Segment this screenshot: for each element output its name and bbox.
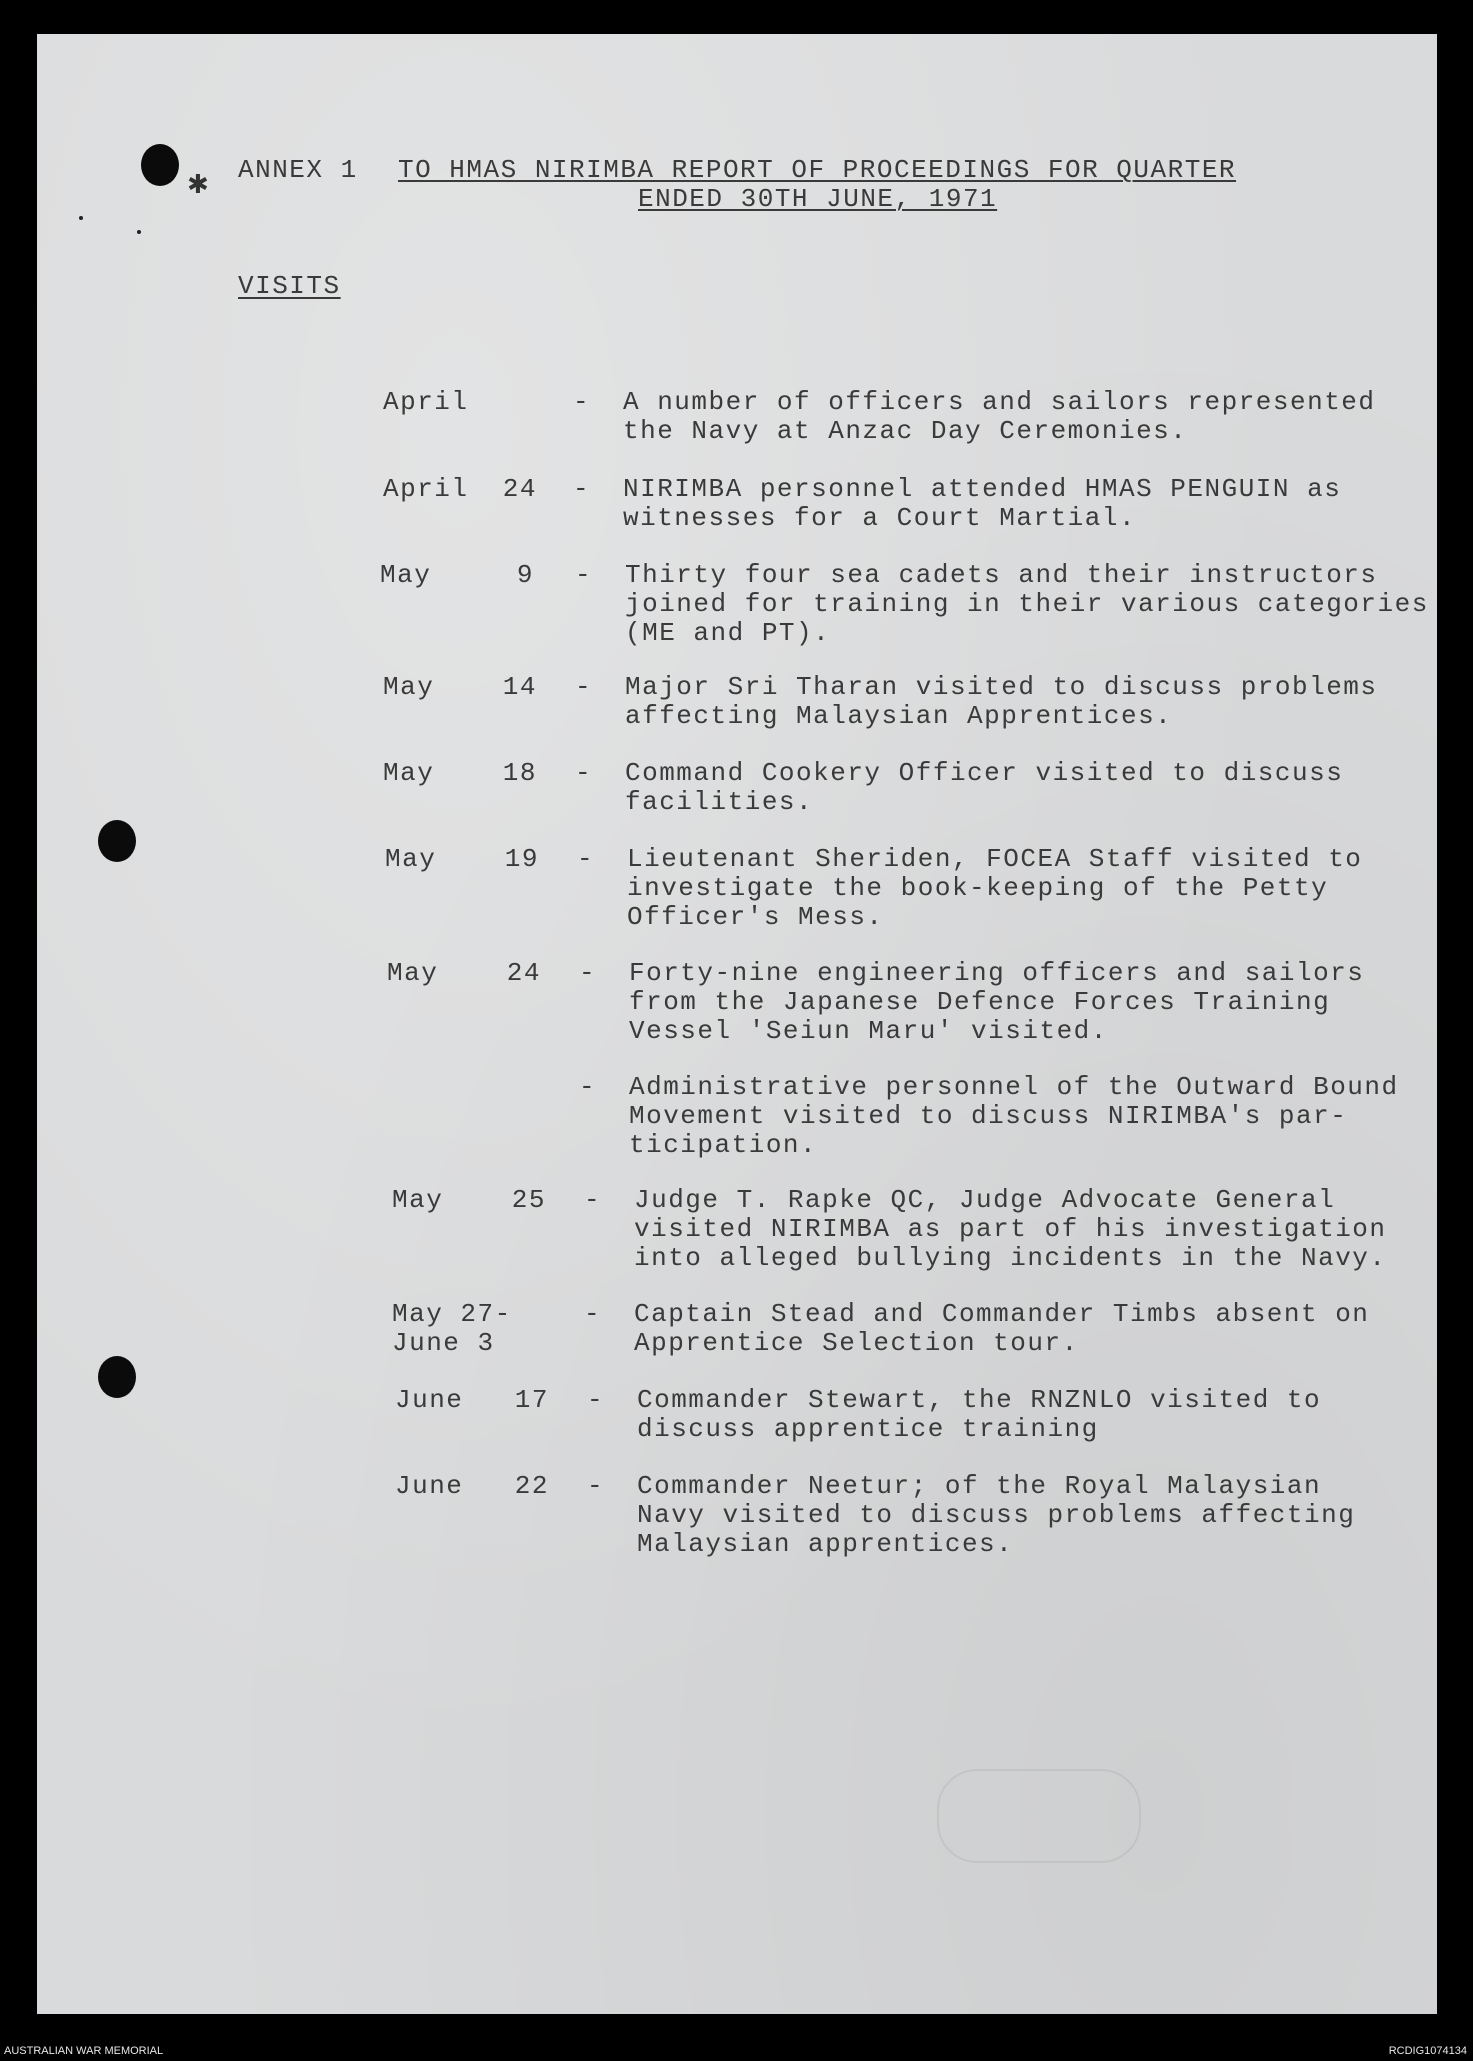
visit-description-line: Apprentice Selection tour.: [634, 1328, 1079, 1358]
visit-dash: -: [584, 1185, 602, 1215]
visit-description: [629, 959, 1364, 1046]
footer-source: AUSTRALIAN WAR MEMORIAL: [4, 2045, 164, 2057]
section-heading: VISITS: [238, 271, 341, 301]
visit-description-line: facilities.: [625, 787, 814, 817]
visit-description-line: the Navy at Anzac Day Ceremonies.: [623, 416, 1188, 446]
visit-description-line: discuss apprentice training: [637, 1414, 1099, 1444]
visit-description: [623, 475, 1341, 533]
faint-stamp: [937, 1769, 1141, 1863]
visit-date: April 24: [383, 474, 537, 504]
visit-description: [634, 1186, 1387, 1273]
visit-description-line: Commander Stewart, the RNZNLO visited to: [637, 1385, 1322, 1415]
visit-date: May 24: [387, 958, 541, 988]
visit-description-line: Navy visited to discuss problems affecting: [637, 1500, 1356, 1530]
visit-dash: -: [587, 1471, 605, 1501]
visit-description-line: (ME and PT).: [625, 618, 831, 648]
torn-mark: ✱: [187, 170, 209, 200]
visit-description-line: witnesses for a Court Martial.: [623, 503, 1137, 533]
visit-description-line: Major Sri Tharan visited to discuss problems: [625, 672, 1378, 702]
visit-description-line: ticipation.: [629, 1130, 818, 1160]
speck: [137, 230, 141, 234]
visit-description: [629, 1073, 1399, 1160]
visit-dash: -: [577, 844, 595, 874]
report-title: TO HMAS NIRIMBA REPORT OF PROCEEDINGS FOR QUARTER: [398, 155, 1237, 185]
visit-description: [637, 1386, 1321, 1444]
visit-dash: -: [579, 1072, 597, 1102]
visit-description: [623, 388, 1376, 446]
visit-description: [625, 561, 1429, 648]
visit-description-line: Lieutenant Sheriden, FOCEA Staff visited to: [627, 844, 1363, 874]
visit-description: [637, 1472, 1355, 1559]
visit-description-line: Malaysian apprentices.: [637, 1529, 1014, 1559]
visit-dash: -: [575, 758, 593, 788]
visit-description-line: Captain Stead and Commander Timbs absent on: [634, 1299, 1370, 1329]
visit-description-line: NIRIMBA personnel attended HMAS PENGUIN as: [623, 474, 1342, 504]
visit-dash: -: [573, 474, 591, 504]
visit-description: [627, 845, 1362, 932]
visit-description-line: visited NIRIMBA as part of his investigation: [634, 1214, 1387, 1244]
archive-footer: [0, 2043, 1473, 2061]
footer-identifier: RCDIG1074134: [1388, 2045, 1467, 2057]
visit-description-line: A number of officers and sailors represented: [623, 387, 1376, 417]
visit-description-line: affecting Malaysian Apprentices.: [625, 701, 1173, 731]
visit-description: [625, 673, 1378, 731]
visit-dash: -: [587, 1385, 605, 1415]
speck: [79, 216, 83, 220]
visit-description-line: Command Cookery Officer visited to discuss: [625, 758, 1344, 788]
visit-date: May 9: [380, 560, 534, 590]
visit-description-line: Movement visited to discuss NIRIMBA's par-: [629, 1101, 1348, 1131]
report-title-line-2: ENDED 30TH JUNE, 1971: [638, 184, 998, 214]
punch-hole-bottom: [98, 1356, 136, 1398]
visit-dash: -: [579, 958, 597, 988]
visit-description: [625, 759, 1343, 817]
visit-date: June 22: [395, 1471, 549, 1501]
visit-description-line: joined for training in their various categories: [625, 589, 1429, 619]
visit-date: May 19: [385, 844, 539, 874]
visit-description-line: Vessel 'Seiun Maru' visited.: [629, 1016, 1108, 1046]
visit-description-line: Commander Neetur; of the Royal Malaysian: [637, 1471, 1322, 1501]
visit-date: May 25: [392, 1185, 546, 1215]
visit-date: May 18: [383, 758, 537, 788]
visit-description-line: Administrative personnel of the Outward Bound: [629, 1072, 1399, 1102]
visit-dash: -: [584, 1299, 602, 1329]
visit-description-line: Officer's Mess.: [627, 902, 884, 932]
punch-hole-top: [141, 144, 179, 186]
visit-description-line: Forty-nine engineering officers and sailors: [629, 958, 1365, 988]
visit-date: April: [383, 387, 469, 417]
visit-date: June 17: [395, 1385, 549, 1415]
visit-description-line: from the Japanese Defence Forces Training: [629, 987, 1331, 1017]
document-header: [238, 155, 1237, 272]
visit-description-line: Thirty four sea cadets and their instructors: [625, 560, 1378, 590]
visit-date: May 27- June 3: [392, 1299, 512, 1358]
visit-description-line: investigate the book-keeping of the Petty: [627, 873, 1329, 903]
annex-label: ANNEX 1: [238, 155, 358, 185]
visit-date: May 14: [383, 672, 537, 702]
visit-dash: -: [575, 672, 593, 702]
visit-description: [634, 1300, 1369, 1358]
visit-description-line: Judge T. Rapke QC, Judge Advocate General: [634, 1185, 1336, 1215]
punch-hole-middle: [98, 820, 136, 862]
visit-dash: -: [573, 387, 591, 417]
visit-description-line: into alleged bullying incidents in the Navy.: [634, 1243, 1387, 1273]
visit-dash: -: [575, 560, 593, 590]
